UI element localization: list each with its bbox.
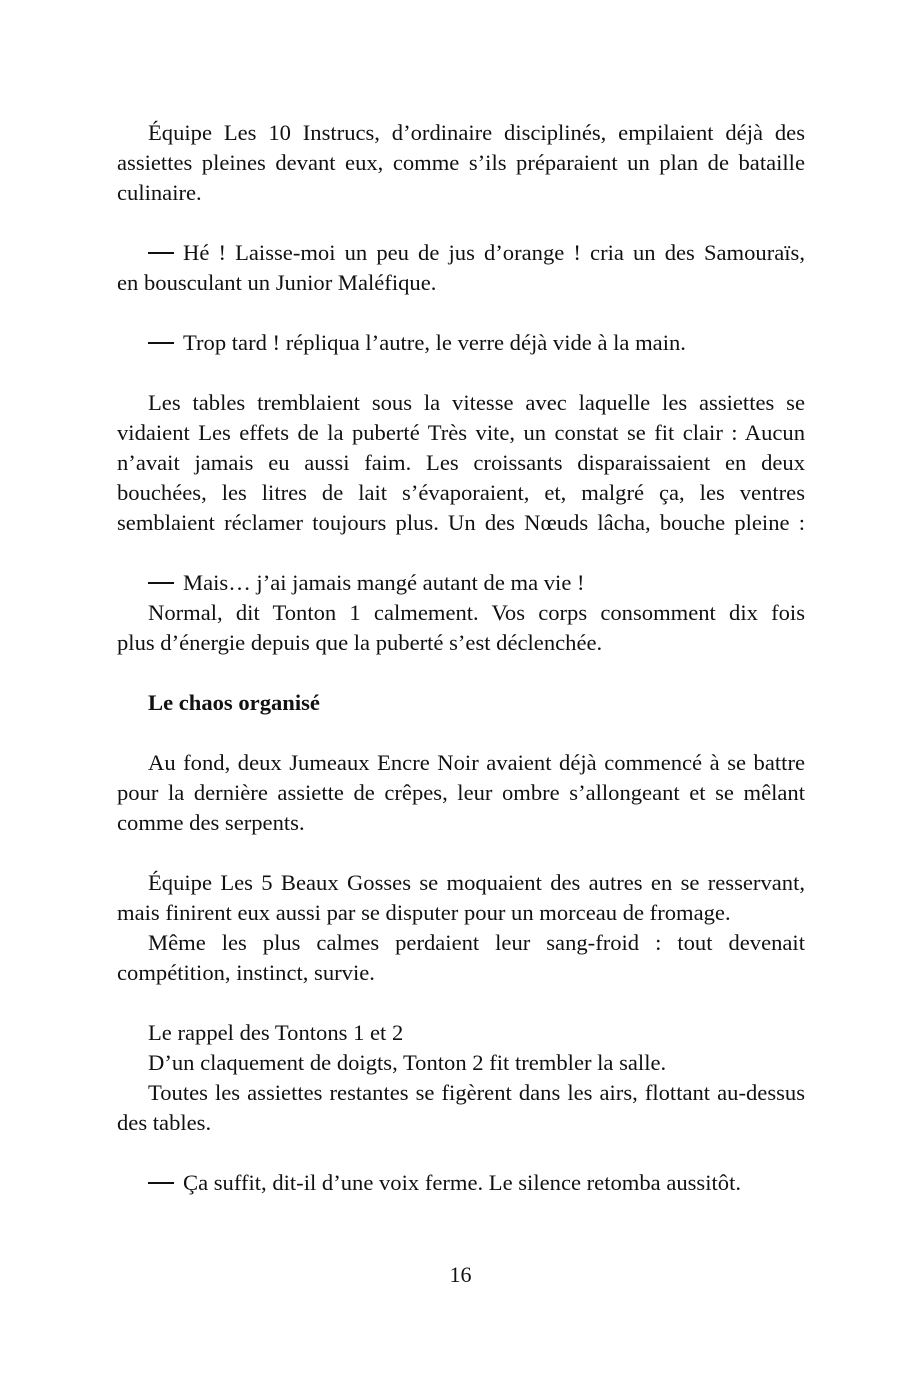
text-line: Toutes les assiettes restantes se figèrent dans les airs, flottant au-dessus xyxy=(148,1080,805,1105)
page-body xyxy=(117,118,805,1198)
page-number: 16 xyxy=(449,1262,472,1287)
em-dash xyxy=(148,252,174,255)
text-line: Équipe Les 10 Instrucs, d’ordinaire disciplinés, empilaient déjà des xyxy=(148,120,805,145)
dialogue-line: Trop tard ! répliqua l’autre, le verre déjà vide à la main. xyxy=(117,328,805,358)
section-heading: Le chaos organisé xyxy=(148,690,320,715)
em-dash xyxy=(148,342,174,345)
text-line: Le rappel des Tontons 1 et 2 xyxy=(148,1020,404,1045)
text-line: comme des serpents. xyxy=(117,810,305,835)
text-line: assiettes pleines devant eux, comme s’ils préparaient un plan de bataille xyxy=(117,150,805,175)
text-line: Au fond, deux Jumeaux Encre Noir avaient déjà commencé à se battre xyxy=(148,750,805,775)
text-line: Équipe Les 5 Beaux Gosses se moquaient des autres en se resservant, xyxy=(148,870,805,895)
text-line: Normal, dit Tonton 1 calmement. Vos corps consomment dix fois xyxy=(148,600,805,625)
text-line: des tables. xyxy=(117,1110,212,1135)
text-line: Même les plus calmes perdaient leur sang-froid : tout devenait xyxy=(148,930,805,955)
em-dash xyxy=(148,1182,174,1185)
text-line: pour la dernière assiette de crêpes, leur ombre s’allongeant et se mêlant xyxy=(117,780,805,805)
text-line: en bousculant un Junior Maléfique. xyxy=(117,270,437,295)
dialogue-line: Mais… j’ai jamais mangé autant de ma vie ! xyxy=(117,568,805,598)
text-line: culinaire. xyxy=(117,180,202,205)
text-line: vidaient Les effets de la puberté Très vite, un constat se fit clair : Aucun xyxy=(117,420,805,445)
text-line: plus d’énergie depuis que la puberté s’est déclenchée. xyxy=(117,630,603,655)
text-line: bouchées, les litres de lait s’évaporaient, et, malgré ça, les ventres xyxy=(117,480,805,505)
text-line: n’avait jamais eu aussi faim. Les croissants disparaissaient en deux xyxy=(117,450,805,475)
dialogue-line: Ça suffit, dit-il d’une voix ferme. Le silence retomba aussitôt. xyxy=(117,1168,805,1198)
text-line: D’un claquement de doigts, Tonton 2 fit trembler la salle. xyxy=(148,1050,667,1075)
em-dash xyxy=(148,582,174,585)
text-line: semblaient réclamer toujours plus. Un des Nœuds lâcha, bouche pleine : xyxy=(117,510,805,535)
text-line: Les tables tremblaient sous la vitesse avec laquelle les assiettes se xyxy=(148,390,805,415)
text-line: compétition, instinct, survie. xyxy=(117,960,375,985)
text-line: mais finirent eux aussi par se disputer pour un morceau de fromage. xyxy=(117,900,731,925)
dialogue-line: Hé ! Laisse-moi un peu de jus d’orange ! cria un des Samouraïs, xyxy=(117,238,805,268)
